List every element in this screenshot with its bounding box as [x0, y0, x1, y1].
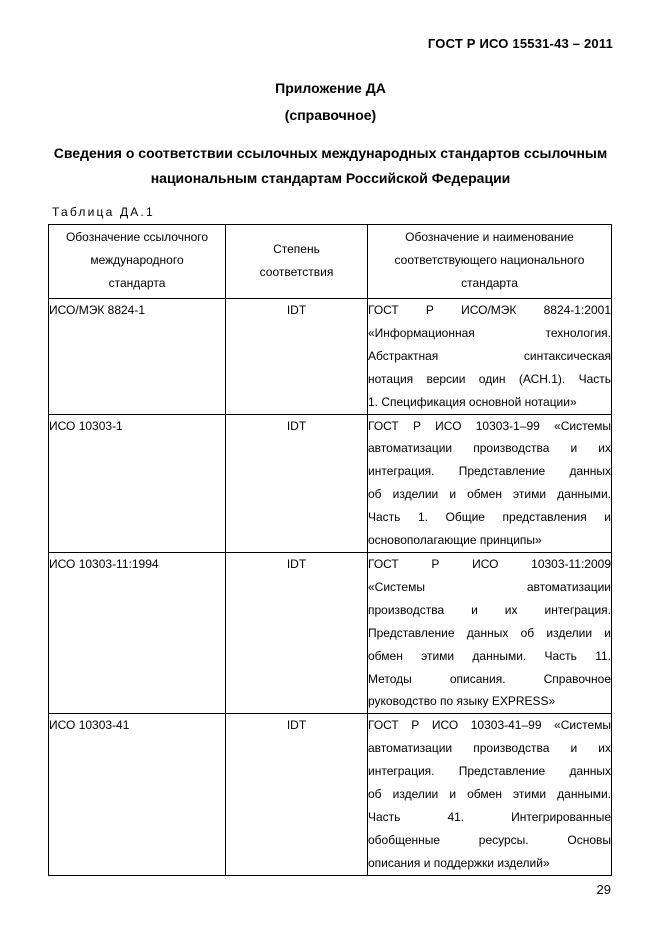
text-line: «Информационная технология. [368, 325, 611, 340]
appendix-title: Приложение ДА [275, 80, 386, 96]
cell-national-standard [368, 414, 612, 552]
standards-correspondence-table [48, 224, 612, 876]
text-line: обмен этими данными. Часть 11. [368, 648, 611, 663]
section-heading-line-1: Сведения о соответствии ссылочных международных стандартов ссылочным [53, 145, 608, 161]
table-caption: Таблица ДА.1 [52, 205, 155, 219]
page-number: 29 [596, 882, 611, 897]
text-line: ГОСТ Р ИСО/МЭК 8824-1:2001 [368, 303, 611, 317]
text-line: Часть 1. Общие представления и [368, 510, 611, 525]
text-line: интеграция. Представление данных [368, 464, 611, 479]
text-line: описания и поддержки изделий» [368, 855, 550, 870]
text-line: основополагающие принципы» [368, 533, 542, 548]
text-line: Часть 41. Интегрированные [368, 809, 611, 824]
text-line: производства и их интеграция. [368, 602, 611, 617]
header-cell-national-standard [368, 225, 612, 299]
text-line: Абстрактная синтаксическая [368, 348, 611, 363]
text-line: обобщенные ресурсы. Основы [368, 832, 611, 847]
cell-degree: IDT [226, 552, 368, 713]
text-line: ГОСТ Р ИСО 10303-41–99 «Системы [368, 718, 611, 733]
cell-national-standard [368, 299, 612, 415]
cell-designation: ИСО 10303-11:1994 [49, 552, 226, 713]
text-line: ГОСТ Р ИСО 10303-11:2009 [368, 556, 611, 571]
header-text: международного [90, 253, 184, 267]
text-line: Представление данных об изделии и [368, 625, 611, 640]
header-text: Степень [273, 241, 320, 256]
header-cell-international-designation [49, 225, 226, 299]
table-header-row [49, 225, 612, 299]
cell-designation: ИСО/МЭК 8824-1 [49, 299, 226, 415]
cell-degree: IDT [226, 414, 368, 552]
appendix-subtitle: (справочное) [284, 107, 377, 123]
text-line: «Системы автоматизации [368, 579, 611, 594]
cell-designation: ИСО 10303-41 [49, 714, 226, 875]
header-text: стандарта [108, 276, 166, 290]
table-row [49, 299, 612, 415]
text-line: нотация версии один (АСН.1). Часть [368, 371, 611, 386]
text-line: об изделии и обмен этими данными. [368, 787, 611, 802]
table-row [49, 414, 612, 552]
header-text: Обозначение и наименование [405, 230, 574, 244]
header-text: стандарта [461, 276, 518, 290]
text-line: интеграция. Представление данных [368, 764, 611, 779]
cell-designation: ИСО 10303-1 [49, 414, 226, 552]
header-text: соответствия [259, 264, 334, 279]
text-line: 1. Спецификация основной нотации» [368, 394, 577, 409]
text-line: об изделии и обмен этими данными. [368, 487, 611, 502]
text-line: автоматизации производства и их [368, 441, 611, 456]
header-cell-degree [226, 225, 368, 299]
text-line: руководство по языку EXPRESS» [368, 694, 556, 709]
text-line: ГОСТ Р ИСО 10303-1–99 «Системы [368, 418, 611, 433]
table-row [49, 552, 612, 713]
table-row [49, 714, 612, 875]
cell-national-standard [368, 552, 612, 713]
cell-national-standard [368, 714, 612, 875]
cell-degree: IDT [226, 714, 368, 875]
document-code-header: ГОСТ Р ИСО 15531-43 – 2011 [427, 36, 613, 51]
section-heading-line-2: национальным стандартам Российской Федерации [150, 170, 511, 186]
header-text: Обозначение ссылочного [65, 230, 209, 244]
text-line: Методы описания. Справочное [368, 671, 611, 686]
cell-degree: IDT [226, 299, 368, 415]
header-text: соответствующего национального [394, 253, 585, 267]
text-line: автоматизации производства и их [368, 741, 611, 756]
